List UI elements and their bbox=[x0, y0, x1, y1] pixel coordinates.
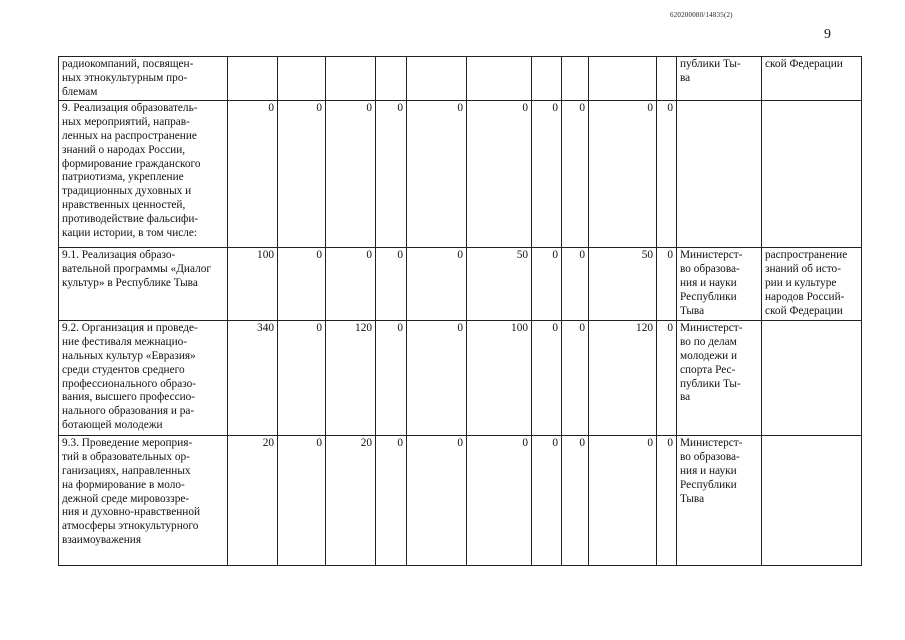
funding-value-cell: 0 bbox=[467, 101, 532, 248]
expected-result-cell bbox=[762, 101, 862, 248]
funding-value-cell: 0 bbox=[562, 321, 589, 436]
description-line: ботающей молодежи bbox=[62, 418, 163, 431]
funding-value-cell: 0 bbox=[562, 436, 589, 566]
funding-value-cell bbox=[228, 57, 278, 101]
funding-value-cell: 120 bbox=[589, 321, 657, 436]
description-line: ганизациях, направленных bbox=[62, 464, 191, 477]
funding-value-cell: 0 bbox=[278, 321, 326, 436]
description-line: ных этнокультурным про- bbox=[62, 71, 188, 84]
funding-value-cell: 0 bbox=[407, 248, 467, 321]
funding-value-cell: 0 bbox=[657, 436, 677, 566]
result-line: ской Федерации bbox=[765, 304, 843, 317]
description-line: тий в образовательных ор- bbox=[62, 451, 190, 464]
funding-value-cell: 0 bbox=[407, 321, 467, 436]
result-line: распространение bbox=[765, 249, 848, 262]
executor-line: Министерст- bbox=[680, 249, 743, 262]
table-row bbox=[59, 101, 862, 248]
table-row bbox=[59, 57, 862, 101]
description-line: 9.1. Реализация образо- bbox=[62, 249, 176, 262]
description-line: ных мероприятий, направ- bbox=[62, 116, 190, 129]
document-stamp: 620200080/14835(2) bbox=[670, 11, 733, 19]
executor-cell bbox=[677, 248, 762, 321]
funding-value-cell bbox=[589, 57, 657, 101]
funding-value-cell bbox=[467, 57, 532, 101]
funding-value-cell: 0 bbox=[589, 101, 657, 248]
executor-line: публики Ты- bbox=[680, 58, 741, 70]
description-line: 9. Реализация образователь- bbox=[62, 102, 198, 115]
description-line: противодействие фальсифи- bbox=[62, 212, 199, 225]
funding-value-cell bbox=[326, 57, 376, 101]
executor-line: Тыва bbox=[680, 492, 705, 505]
funding-value-cell: 0 bbox=[407, 436, 467, 566]
description-line: на формирование в моло- bbox=[62, 478, 185, 491]
expected-result-cell bbox=[762, 248, 862, 321]
expected-result-cell bbox=[762, 57, 862, 101]
executor-line: молодежи и bbox=[680, 349, 738, 362]
description-line: взаимоуважения bbox=[62, 533, 142, 546]
executor-line: Тыва bbox=[680, 304, 705, 317]
activity-description-cell bbox=[59, 248, 228, 321]
description-line: патриотизма, укрепление bbox=[62, 171, 184, 184]
executor-line: во образова- bbox=[680, 451, 740, 464]
executor-line: во по делам bbox=[680, 336, 737, 349]
executor-line: во образова- bbox=[680, 263, 740, 276]
funding-value-cell: 0 bbox=[467, 436, 532, 566]
funding-value-cell: 0 bbox=[532, 436, 562, 566]
activity-description-cell bbox=[59, 321, 228, 436]
activity-description-cell bbox=[59, 101, 228, 248]
result-line: рии и культуре bbox=[765, 276, 837, 289]
funding-value-cell bbox=[376, 57, 407, 101]
executor-line: ва bbox=[680, 71, 691, 84]
description-line: вания, высшего профессио- bbox=[62, 391, 196, 404]
description-line: нального образования и ра- bbox=[62, 405, 195, 418]
funding-value-cell: 0 bbox=[532, 248, 562, 321]
activity-description-cell bbox=[59, 436, 228, 566]
funding-value-cell: 0 bbox=[376, 101, 407, 248]
expected-result-cell bbox=[762, 436, 862, 566]
funding-value-cell bbox=[278, 57, 326, 101]
funding-value-cell: 0 bbox=[407, 101, 467, 248]
executor-cell bbox=[677, 321, 762, 436]
activity-description-cell bbox=[59, 57, 228, 101]
table-row bbox=[59, 436, 862, 566]
funding-value-cell: 0 bbox=[278, 436, 326, 566]
table-row bbox=[59, 248, 862, 321]
description-line: дежной среде мировоззре- bbox=[62, 492, 190, 505]
page-number: 9 bbox=[824, 27, 831, 42]
funding-value-cell: 340 bbox=[228, 321, 278, 436]
description-line: нальных культур «Евразия» bbox=[62, 349, 196, 362]
funding-value-cell: 0 bbox=[228, 101, 278, 248]
funding-value-cell: 0 bbox=[532, 321, 562, 436]
funding-value-cell: 50 bbox=[589, 248, 657, 321]
funding-value-cell: 50 bbox=[467, 248, 532, 321]
description-line: культур» в Республике Тыва bbox=[62, 276, 198, 289]
funding-value-cell: 0 bbox=[657, 321, 677, 436]
table-row bbox=[59, 321, 862, 436]
funding-value-cell: 120 bbox=[326, 321, 376, 436]
executor-line: ва bbox=[680, 391, 691, 404]
funding-value-cell: 0 bbox=[326, 101, 376, 248]
funding-value-cell: 0 bbox=[562, 101, 589, 248]
description-line: кации истории, в том числе: bbox=[62, 226, 198, 239]
description-line: ния и духовно-нравственной bbox=[62, 506, 201, 519]
program-table bbox=[58, 56, 862, 566]
funding-value-cell: 20 bbox=[228, 436, 278, 566]
funding-value-cell: 20 bbox=[326, 436, 376, 566]
funding-value-cell: 100 bbox=[228, 248, 278, 321]
description-line: блемам bbox=[62, 85, 98, 98]
funding-value-cell: 0 bbox=[376, 248, 407, 321]
executor-cell bbox=[677, 436, 762, 566]
result-line: ской Федерации bbox=[765, 58, 843, 70]
executor-cell bbox=[677, 101, 762, 248]
result-line: народов Россий- bbox=[765, 290, 845, 303]
description-line: традиционных духовных и bbox=[62, 185, 192, 198]
description-line: радиокомпаний, посвящен- bbox=[62, 58, 194, 70]
funding-value-cell bbox=[532, 57, 562, 101]
funding-value-cell: 0 bbox=[376, 436, 407, 566]
funding-value-cell: 0 bbox=[278, 101, 326, 248]
executor-line: Республики bbox=[680, 290, 737, 303]
funding-value-cell: 0 bbox=[657, 248, 677, 321]
funding-value-cell: 0 bbox=[532, 101, 562, 248]
description-line: профессионального образо- bbox=[62, 377, 197, 390]
description-line: формирование гражданского bbox=[62, 157, 201, 170]
expected-result-cell bbox=[762, 321, 862, 436]
funding-value-cell: 0 bbox=[278, 248, 326, 321]
description-line: ленных на распространение bbox=[62, 129, 197, 142]
description-line: ние фестиваля межнацио- bbox=[62, 336, 188, 349]
executor-line: ния и науки bbox=[680, 276, 737, 289]
funding-value-cell: 0 bbox=[562, 248, 589, 321]
funding-value-cell: 0 bbox=[376, 321, 407, 436]
description-line: вательной программы «Диалог bbox=[62, 263, 211, 276]
description-line: 9.2. Организация и проведе- bbox=[62, 322, 198, 335]
funding-value-cell: 0 bbox=[589, 436, 657, 566]
executor-line: публики Ты- bbox=[680, 377, 741, 390]
description-line: 9.3. Проведение мероприя- bbox=[62, 437, 193, 450]
result-line: знаний об исто- bbox=[765, 263, 841, 276]
funding-value-cell bbox=[657, 57, 677, 101]
description-line: знаний о народах России, bbox=[62, 143, 186, 156]
executor-line: Министерст- bbox=[680, 437, 743, 450]
funding-value-cell: 0 bbox=[326, 248, 376, 321]
funding-value-cell: 100 bbox=[467, 321, 532, 436]
description-line: нравственных ценностей, bbox=[62, 198, 186, 211]
executor-line: Республики bbox=[680, 478, 737, 491]
executor-line: ния и науки bbox=[680, 464, 737, 477]
executor-cell bbox=[677, 57, 762, 101]
executor-line: Министерст- bbox=[680, 322, 743, 335]
funding-value-cell: 0 bbox=[657, 101, 677, 248]
description-line: атмосферы этнокультурного bbox=[62, 520, 199, 533]
executor-line: спорта Рес- bbox=[680, 363, 736, 376]
funding-value-cell bbox=[407, 57, 467, 101]
funding-value-cell bbox=[562, 57, 589, 101]
description-line: среди студентов среднего bbox=[62, 363, 185, 376]
